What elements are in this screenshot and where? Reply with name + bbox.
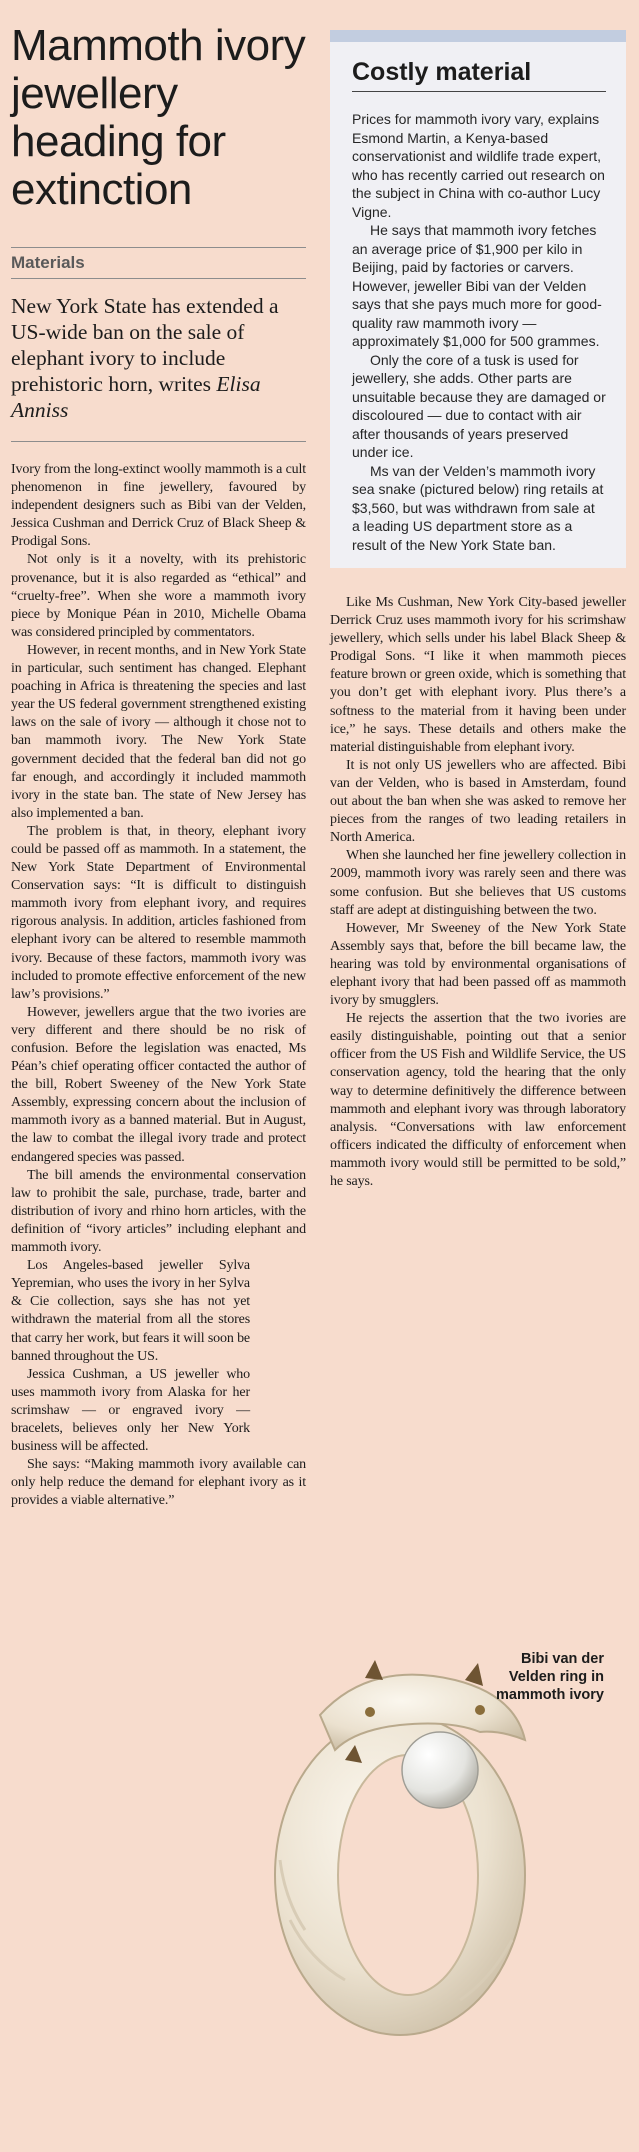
sidebar-paragraph: Ms van der Velden’s mammoth ivory sea snake (pictured below) ring retails at $3,560, but was withdrawn from sale at a leading US department store as a result of the New York State ban. <box>352 462 604 553</box>
sidebar-paragraph: He says that mammoth ivory fetches an average price of $1,900 per kilo in Beijing, paid by factories or carvers. However, jeweller Bibi van der Velden says that she pays much more for good-quality raw mammoth ivory — approximately $1,000 for 500 grammes. <box>352 222 602 349</box>
body-paragraph: Jessica Cushman, a US jeweller who uses mammoth ivory from Alaska for her scrimshaw — or engraved ivory — bracelets, believes only her New York business will be affected. <box>11 1366 250 1455</box>
body-paragraph: The bill amends the environmental conservation law to prohibit the sale, purchase, trade, barter and distribution of ivory and rhino horn articles, with the definition of “ivory articles” including elephant and mammoth ivory. <box>11 1167 306 1256</box>
left-column <box>11 22 306 1510</box>
left-body-text <box>11 461 306 1510</box>
byline: Elisa Anniss <box>11 372 261 422</box>
body-paragraph: However, jewellers argue that the two ivories are very different and there should be no risk of confusion. Before the legislation was enacted, Ms Péan’s chief operating officer contacted the author of the bill, Robert Sweeney of the New York State Assembly, expressing concern about the inclusion of mammoth ivory as a banned material. But in August, the law to combat the illegal ivory trade and protect endangered species was passed. <box>11 1004 306 1165</box>
article-headline: Mammoth ivory jewellery heading for extinction <box>11 21 306 214</box>
standfirst-text: New York State has extended a US-wide ban on the sale of elephant ivory to include prehistoric horn, writes <box>11 294 279 396</box>
body-paragraph: Ivory from the long-extinct woolly mammoth is a cult phenomenon in fine jewellery, favoured by independent designers such as Bibi van der Velden, Jessica Cushman and Derrick Cruz of Black Sheep & Prodigal Sons. <box>11 462 306 550</box>
body-paragraph: The problem is that, in theory, elephant ivory could be passed off as mammoth. In a statement, the New York State Department of Environmental Conservation says: “It is difficult to distinguish mammoth ivory from elephant ivory, and requires rigorous analysis. In addition, articles fashioned from elephant ivory can be altered to resemble mammoth ivory. Because of these factors, mammoth ivory was included to promote effective enforcement of the new law’s provisions.” <box>11 823 306 1002</box>
sidebar-paragraph: Prices for mammoth ivory vary, explains Esmond Martin, a Kenya-based conservationist and wildlife trade expert, who has recently carried out research on the subject in China with co-author Lucy Vigne. <box>352 111 605 220</box>
section-rule-bottom <box>11 278 306 279</box>
body-paragraph: When she launched her fine jewellery collection in 2009, mammoth ivory was rarely seen and there was some confusion. But she believes that US customs staff are adept at distinguishing between the two. <box>330 848 626 918</box>
body-paragraph: It is not only US jewellers who are affected. Bibi van der Velden, who is based in Amsterdam, found out about the ban when she was asked to remove her pieces from the ranges of two leading retailers in North America. <box>330 757 626 846</box>
body-paragraph: She says: “Making mammoth ivory available can only help reduce the demand for elephant ivory as it provides a viable alternative.” <box>11 1457 306 1509</box>
body-paragraph: Not only is it a novelty, with its prehistoric provenance, but it is also regarded as “ethical” and “cruelty-free”. When she wore a mammoth ivory piece by Monique Péan in 2010, Michelle Obama was considered principled by commentators. <box>11 552 306 640</box>
body-paragraph: Los Angeles-based jeweller Sylva Yepremian, who uses the ivory in her Sylva & Cie collection, says she has not yet withdrawn the material from all the stores that carry her work, but fears it will soon be banned throughout the US. <box>11 1258 250 1364</box>
body-paragraph: However, Mr Sweeney of the New York State Assembly says that, before the bill became law, the hearing was told by environmental organisations of elephant ivory that had been passed off as mammoth ivory by smugglers. <box>330 920 626 1009</box>
ring-body <box>275 1715 525 2035</box>
costly-material-sidebar <box>330 30 626 568</box>
right-body-text <box>330 594 626 1191</box>
sidebar-rule <box>352 91 606 92</box>
right-column <box>330 30 626 1191</box>
sidebar-paragraph: Only the core of a tusk is used for jewellery, she adds. Other parts are unsuitable because they are damaged or discoloured — due to contact with air after thousands of years preserved under ice. <box>352 351 606 460</box>
pearl <box>402 1732 478 1808</box>
body-paragraph: He rejects the assertion that the two ivories are easily distinguishable, pointing out that a senior officer from the US Fish and Wildlife Service, the US conservation agency, told the hearing that the only way to determine definitively the difference between mammoth and elephant ivory was through laboratory analysis. “Conversations with law enforcement officers indicated the difficulty of enforcement when mammoth ivory would still be permitted to be sold,” he says. <box>330 1011 626 1189</box>
standfirst-rule <box>11 441 306 442</box>
image-caption: Bibi van der Velden ring in mammoth ivory <box>496 1651 604 1703</box>
sidebar-title: Costly material <box>352 58 532 86</box>
body-paragraph: However, in recent months, and in New York State in particular, such sentiment has changed. Elephant poaching in Africa is threatening the species and last year the US federal government strengthened existing laws on the sale of ivory — although it chose not to ban mammoth ivory. The New York State government decided that the federal ban did not go far enough, and accordingly it included mammoth ivory in the state ban. The state of New Jersey has also implemented a ban. <box>11 642 306 821</box>
section-label: Materials <box>11 253 85 272</box>
section-header <box>11 247 306 279</box>
standfirst <box>11 293 306 423</box>
body-paragraph: Like Ms Cushman, New York City-based jeweller Derrick Cruz uses mammoth ivory for his scrimshaw jewellery, which sells under his label Black Sheep & Prodigal Sons. “I like it when mammoth pieces feature brown or green oxide, which is something that you don’t get with elephant ivory. Plus there’s a softness to the material from it having been under ice,” he says. These details and others make the material distinguishable from elephant ivory. <box>330 595 626 755</box>
